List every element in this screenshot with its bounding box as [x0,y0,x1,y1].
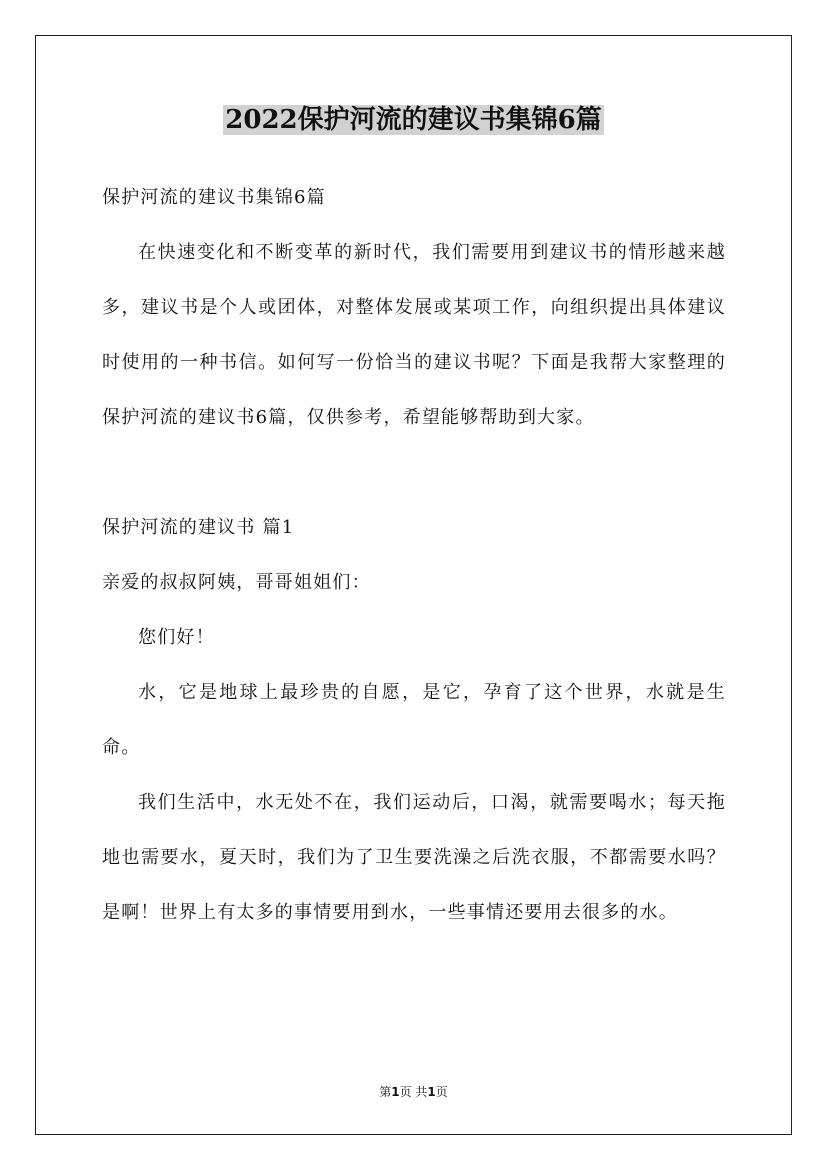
intro-text: 在快速变化和不断变革的新时代，我们需要用到建议书的情形越来越多，建议书是个人或团体，对整体发展或某项工作，向组织提出具体建议时使用的一种书信。如何写一份恰当的建议书呢？下面是我帮大家整理的保护河流的建议书6篇，仅供参考，希望能够帮助到大家。 [102,242,726,428]
intro-paragraph [102,225,726,445]
document-body [102,170,726,940]
page-suffix: 页 [435,1085,448,1099]
section-heading: 保护河流的建议书 篇1 [102,517,295,538]
page-prefix: 第 [379,1085,392,1099]
body-paragraph-2 [102,775,726,940]
body-paragraph-1 [102,665,726,775]
section-spacer [102,445,726,500]
page-number-footer [0,1084,827,1100]
greeting-text: 您们好！ [138,627,215,648]
document-subtitle: 保护河流的建议书集锦6篇 [102,187,326,208]
page-total: 1 [427,1085,436,1099]
body-paragraph-1-text: 水，它是地球上最珍贵的自愿，是它，孕育了这个世界，水就是生命。 [102,682,726,758]
page-mid: 页 共 [399,1085,428,1099]
page-current: 1 [391,1085,400,1099]
document-title-text: 2022保护河流的建议书集锦6篇 [225,105,602,135]
document-title [0,98,827,142]
greeting-paragraph [102,610,726,665]
body-paragraph-2-text: 我们生活中，水无处不在，我们运动后，口渴，就需要喝水；每天拖地也需要水，夏天时，我们为了卫生要洗澡之后洗衣服，不都需要水吗？是啊！世界上有太多的事情要用到水，一些事情还要用去很多的水。 [102,792,726,923]
salutation: 亲爱的叔叔阿姨，哥哥姐姐们： [102,572,371,593]
